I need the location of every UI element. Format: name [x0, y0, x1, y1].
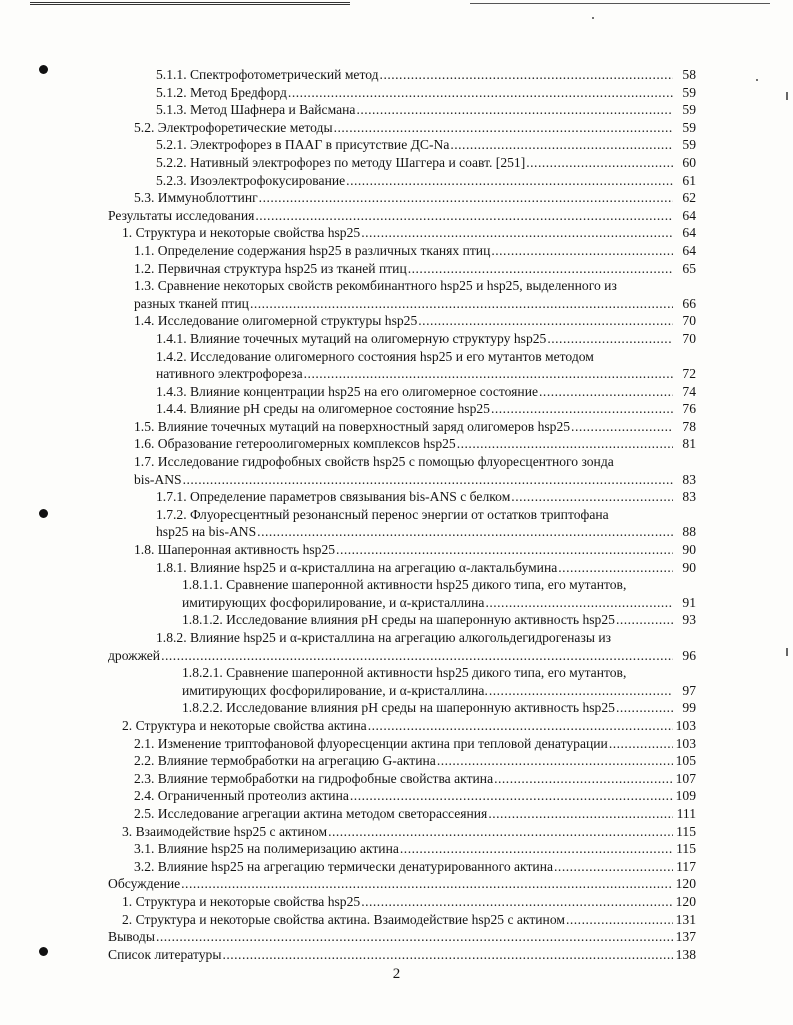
toc-leader-dots [437, 752, 673, 770]
toc-page-number: 70 [682, 330, 696, 346]
toc-entry[interactable] [108, 84, 696, 102]
toc-page-number: 111 [676, 805, 696, 821]
toc-entry[interactable] [108, 629, 696, 664]
toc-entry-title: 1.4.3. Влияние концентрации hsp25 на его олигомерное состояние [156, 383, 539, 399]
toc-page-number: 74 [682, 383, 696, 399]
toc-leader-dots [554, 858, 673, 876]
toc-entry-title: 1.5. Влияние точечных мутаций на поверхностный заряд олигомеров hsp25 [134, 418, 571, 434]
toc-leader-dots [566, 911, 673, 929]
toc-entry[interactable] [108, 805, 696, 823]
toc-page-number: 59 [682, 84, 696, 100]
punch-hole-bottom [39, 947, 48, 956]
scan-top-rule [30, 2, 350, 8]
toc-page-number: 109 [675, 788, 696, 804]
toc-entry[interactable] [108, 242, 696, 260]
toc-page-number: 64 [682, 242, 696, 258]
toc-leader-dots [400, 840, 673, 858]
toc-entry-title: 5.2.2. Нативный электрофорез по методу Шаггера и соавт. [251] [156, 154, 526, 170]
toc-entry-title: 1.4.4. Влияние pH среды на олигомерное состояние hsp25 [156, 401, 490, 417]
toc-page-number: 99 [682, 700, 696, 716]
toc-entry-title: 1. Структура и некоторые свойства hsp25 [122, 225, 361, 241]
toc-page-number: 72 [682, 366, 696, 382]
toc-page-number: 59 [682, 137, 696, 153]
toc-entry[interactable] [108, 207, 696, 225]
toc-page-number: 76 [682, 401, 696, 417]
toc-entry-title-first-line: 1.8.2. Влияние hsp25 и α-кристаллина на агрегацию алкогольдегидрогеназы из [156, 630, 611, 645]
toc-entry[interactable] [108, 559, 696, 577]
toc-page-number: 131 [675, 911, 696, 927]
toc-leader-dots [250, 295, 673, 313]
toc-entry-title: Список литературы [108, 946, 222, 962]
toc-leader-dots [539, 383, 673, 401]
toc-leader-dots [350, 787, 673, 805]
toc-entry-title: 1.4.1. Влияние точечных мутаций на олигомерную структуру hsp25 [156, 330, 547, 346]
toc-entry[interactable] [108, 611, 696, 629]
toc-entry[interactable] [108, 911, 696, 929]
toc-leader-dots [255, 207, 673, 225]
toc-page-number: 64 [682, 207, 696, 223]
toc-leader-dots [334, 119, 673, 137]
toc-leader-dots [616, 699, 673, 717]
toc-page-number: 60 [682, 154, 696, 170]
toc-entry[interactable] [108, 172, 696, 190]
toc-leader-dots [547, 330, 673, 348]
toc-leader-dots [361, 893, 673, 911]
toc-leader-dots [491, 242, 673, 260]
toc-page-number: 81 [682, 436, 696, 452]
toc-leader-dots [609, 735, 673, 753]
toc-leader-dots [380, 66, 673, 84]
toc-page-number: 103 [675, 717, 696, 733]
toc-entry[interactable] [108, 66, 696, 84]
toc-entry-title: hsp25 на bis-ANS [156, 524, 257, 540]
toc-leader-dots [485, 594, 673, 612]
toc-leader-dots [288, 84, 673, 102]
toc-leader-dots [488, 805, 673, 823]
toc-entry-title: дрожжей [108, 647, 161, 663]
table-of-contents [108, 66, 696, 963]
toc-entry-title: 1.8.2.2. Исследование влияния pH среды на шаперонную активность hsp25 [182, 700, 615, 716]
toc-entry-title: 5.1.1. Спектрофотометрический метод [156, 67, 379, 82]
toc-entry-title: bis-ANS [134, 471, 182, 487]
toc-leader-dots [511, 488, 673, 506]
toc-entry[interactable] [108, 858, 696, 876]
toc-page-number: 91 [682, 594, 696, 610]
toc-entry[interactable] [108, 840, 696, 858]
toc-entry-title: 2. Структура и некоторые свойства актина [122, 717, 367, 733]
toc-entry-title: 1.8.1. Влияние hsp25 и α-кристаллина на агрегацию α-лактальбумина [156, 559, 558, 575]
toc-entry[interactable] [108, 946, 696, 964]
toc-page-number: 90 [682, 559, 696, 575]
toc-entry[interactable] [108, 189, 696, 207]
toc-entry[interactable] [108, 119, 696, 137]
toc-entry-title: 5.2. Электрофоретические методы [134, 119, 333, 135]
toc-entry-title: 5.3. Иммуноблоттинг [134, 190, 258, 206]
toc-page-number: 59 [682, 102, 696, 118]
toc-page-number: 70 [682, 313, 696, 329]
toc-page-number: 93 [682, 612, 696, 628]
toc-leader-dots [408, 260, 673, 278]
toc-entry-title: Результаты исследования [108, 207, 255, 223]
toc-entry-title-first-line: 1.8.1.1. Сравнение шаперонной активности hsp25 дикого типа, его мутантов, [182, 577, 627, 593]
page-number: 2 [392, 966, 401, 982]
toc-entry[interactable] [108, 875, 696, 893]
toc-page-number: 96 [682, 647, 696, 663]
toc-page-number: 97 [682, 682, 696, 698]
toc-entry[interactable] [108, 136, 696, 154]
toc-page-number: 83 [682, 489, 696, 505]
toc-entry-title: 5.2.1. Электрофорез в ПААГ в присутствие ДС-Na [156, 137, 450, 153]
toc-page-number: 117 [676, 858, 696, 874]
toc-leader-dots [183, 471, 673, 489]
toc-entry[interactable] [108, 154, 696, 172]
toc-entry[interactable] [108, 823, 696, 841]
toc-page-number: 62 [682, 190, 696, 206]
toc-entry[interactable] [108, 893, 696, 911]
toc-entry[interactable] [108, 770, 696, 788]
toc-page-number: 58 [682, 67, 696, 82]
toc-entry[interactable] [108, 435, 696, 453]
toc-page-number: 90 [682, 542, 696, 558]
toc-page-number: 88 [682, 524, 696, 540]
toc-page-number: 64 [682, 225, 696, 241]
toc-entry[interactable] [108, 418, 696, 436]
toc-entry[interactable] [108, 541, 696, 559]
toc-leader-dots [257, 523, 673, 541]
toc-entry[interactable] [108, 330, 696, 348]
toc-entry-title: разных тканей птиц [134, 295, 249, 311]
scan-top-rule-right [470, 3, 770, 4]
toc-page-number: 105 [675, 753, 696, 769]
toc-page-number: 65 [682, 260, 696, 276]
toc-entry[interactable] [108, 277, 696, 312]
toc-leader-dots [328, 823, 673, 841]
toc-page-number: 59 [682, 119, 696, 135]
toc-leader-dots [304, 365, 673, 383]
toc-page-number: 66 [682, 295, 696, 311]
toc-entry[interactable] [108, 101, 696, 119]
toc-entry-title: имитирующих фосфорилирование, и α-кристаллина [182, 594, 485, 610]
toc-page-number: 83 [682, 471, 696, 487]
toc-leader-dots [181, 875, 673, 893]
toc-entry-title: 2.1. Изменение триптофановой флуоресценции актина при тепловой денатурации [134, 735, 608, 751]
toc-leader-dots [418, 312, 673, 330]
toc-entry[interactable] [108, 787, 696, 805]
toc-entry-title: нативного электрофореза [156, 366, 303, 382]
toc-entry-title: Обсуждение [108, 876, 181, 892]
toc-entry-title: 1.7.1. Определение параметров связывания bis-ANS с белком [156, 489, 511, 505]
toc-entry[interactable] [108, 752, 696, 770]
toc-entry[interactable] [108, 453, 696, 488]
scan-edge-mark [786, 92, 788, 100]
toc-leader-dots [494, 770, 673, 788]
toc-entry[interactable] [108, 664, 696, 699]
toc-entry-title: 1.4. Исследование олигомерной структуры hsp25 [134, 313, 418, 329]
toc-entry-title: 2. Структура и некоторые свойства актина. Взаимодействие hsp25 с актином [122, 911, 565, 927]
toc-entry[interactable] [108, 488, 696, 506]
toc-leader-dots [361, 224, 673, 242]
toc-page-number: 78 [682, 418, 696, 434]
toc-leader-dots [457, 435, 673, 453]
toc-entry[interactable] [108, 383, 696, 401]
toc-entry-title: 3. Взаимодействие hsp25 с актином [122, 823, 328, 839]
toc-entry-title: 5.1.2. Метод Бредфорд [156, 84, 287, 100]
toc-entry[interactable] [108, 348, 696, 383]
toc-entry-title: 1.2. Первичная структура hsp25 из тканей птиц [134, 260, 407, 276]
toc-entry-title-first-line: 1.7. Исследование гидрофобных свойств hsp25 с помощью флуоресцентного зонда [134, 454, 614, 470]
toc-entry-title: 3.1. Влияние hsp25 на полимеризацию актина [134, 841, 399, 857]
toc-entry[interactable] [108, 928, 696, 946]
toc-leader-dots [491, 400, 673, 418]
toc-entry-title: 1.8. Шаперонная активность hsp25 [134, 542, 336, 558]
toc-entry[interactable] [108, 717, 696, 735]
toc-entry[interactable] [108, 506, 696, 541]
toc-entry-title-first-line: 1.8.2.1. Сравнение шаперонной активности hsp25 дикого типа, его мутантов, [182, 665, 627, 681]
toc-entry-title: 2.3. Влияние термобработки на гидрофобные свойства актина [134, 770, 494, 786]
toc-leader-dots [616, 611, 673, 629]
toc-leader-dots [526, 154, 673, 172]
toc-page-number: 103 [675, 735, 696, 751]
toc-leader-dots [156, 928, 673, 946]
toc-page-number: 120 [675, 893, 696, 909]
toc-entry[interactable] [108, 699, 696, 717]
toc-entry-title: 1. Структура и некоторые свойства hsp25 [122, 893, 361, 909]
toc-entry-title: 5.1.3. Метод Шафнера и Вайсмана [156, 102, 356, 118]
toc-leader-dots [356, 101, 673, 119]
toc-entry-title: 2.2. Влияние термобработки на агрегацию G-актина [134, 753, 436, 769]
toc-entry[interactable] [108, 224, 696, 242]
toc-leader-dots [558, 559, 673, 577]
toc-leader-dots [489, 682, 673, 700]
toc-entry[interactable] [108, 400, 696, 418]
toc-entry-title: 3.2. Влияние hsp25 на агрегацию термически денатурированного актина [134, 858, 554, 874]
scan-speck [756, 79, 758, 81]
punch-hole-top [39, 65, 48, 74]
toc-entry-title-first-line: 1.7.2. Флуоресцентный резонансный перенос энергии от остатков триптофана [156, 506, 609, 522]
punch-hole-middle [39, 509, 48, 518]
scan-speck [592, 17, 594, 19]
toc-entry-title: 1.1. Определение содержания hsp25 в различных тканях птиц [134, 242, 491, 258]
toc-page-number: 138 [675, 946, 696, 962]
toc-entry-title: 5.2.3. Изоэлектрофокусирование [156, 172, 346, 188]
toc-leader-dots [259, 189, 673, 207]
toc-page-number: 61 [682, 172, 696, 188]
toc-leader-dots [368, 717, 673, 735]
toc-entry[interactable] [108, 260, 696, 278]
toc-page-number: 107 [675, 770, 696, 786]
toc-entry-title: Выводы [108, 929, 155, 945]
scan-edge-mark [786, 648, 788, 656]
toc-entry-title-first-line: 1.4.2. Исследование олигомерного состояния hsp25 и его мутантов методом [156, 348, 594, 364]
toc-entry-title: 2.4. Ограниченный протеолиз актина [134, 788, 349, 804]
toc-leader-dots [571, 418, 673, 436]
toc-page-number: 137 [675, 929, 696, 945]
toc-leader-dots [222, 946, 673, 964]
toc-page-number: 120 [675, 876, 696, 892]
toc-entry-title: 1.8.1.2. Исследование влияния pH среды на шаперонную активность hsp25 [182, 612, 615, 628]
toc-leader-dots [450, 136, 673, 154]
toc-leader-dots [336, 541, 673, 559]
toc-page-number: 115 [676, 841, 696, 857]
toc-entry[interactable] [108, 312, 696, 330]
toc-entry[interactable] [108, 576, 696, 611]
toc-leader-dots [161, 647, 673, 665]
toc-entry-title: имитирующих фосфорилирование, и α-кристаллина. [182, 682, 488, 698]
toc-page-number: 115 [676, 823, 696, 839]
toc-entry-title: 1.6. Образование гетероолигомерных комплексов hsp25 [134, 436, 456, 452]
toc-leader-dots [346, 172, 673, 190]
toc-entry[interactable] [108, 735, 696, 753]
toc-entry-title: 2.5. Исследование агрегации актина методом светорассеяния [134, 805, 488, 821]
toc-entry-title-first-line: 1.3. Сравнение некоторых свойств рекомбинантного hsp25 и hsp25, выделенного из [134, 278, 617, 294]
